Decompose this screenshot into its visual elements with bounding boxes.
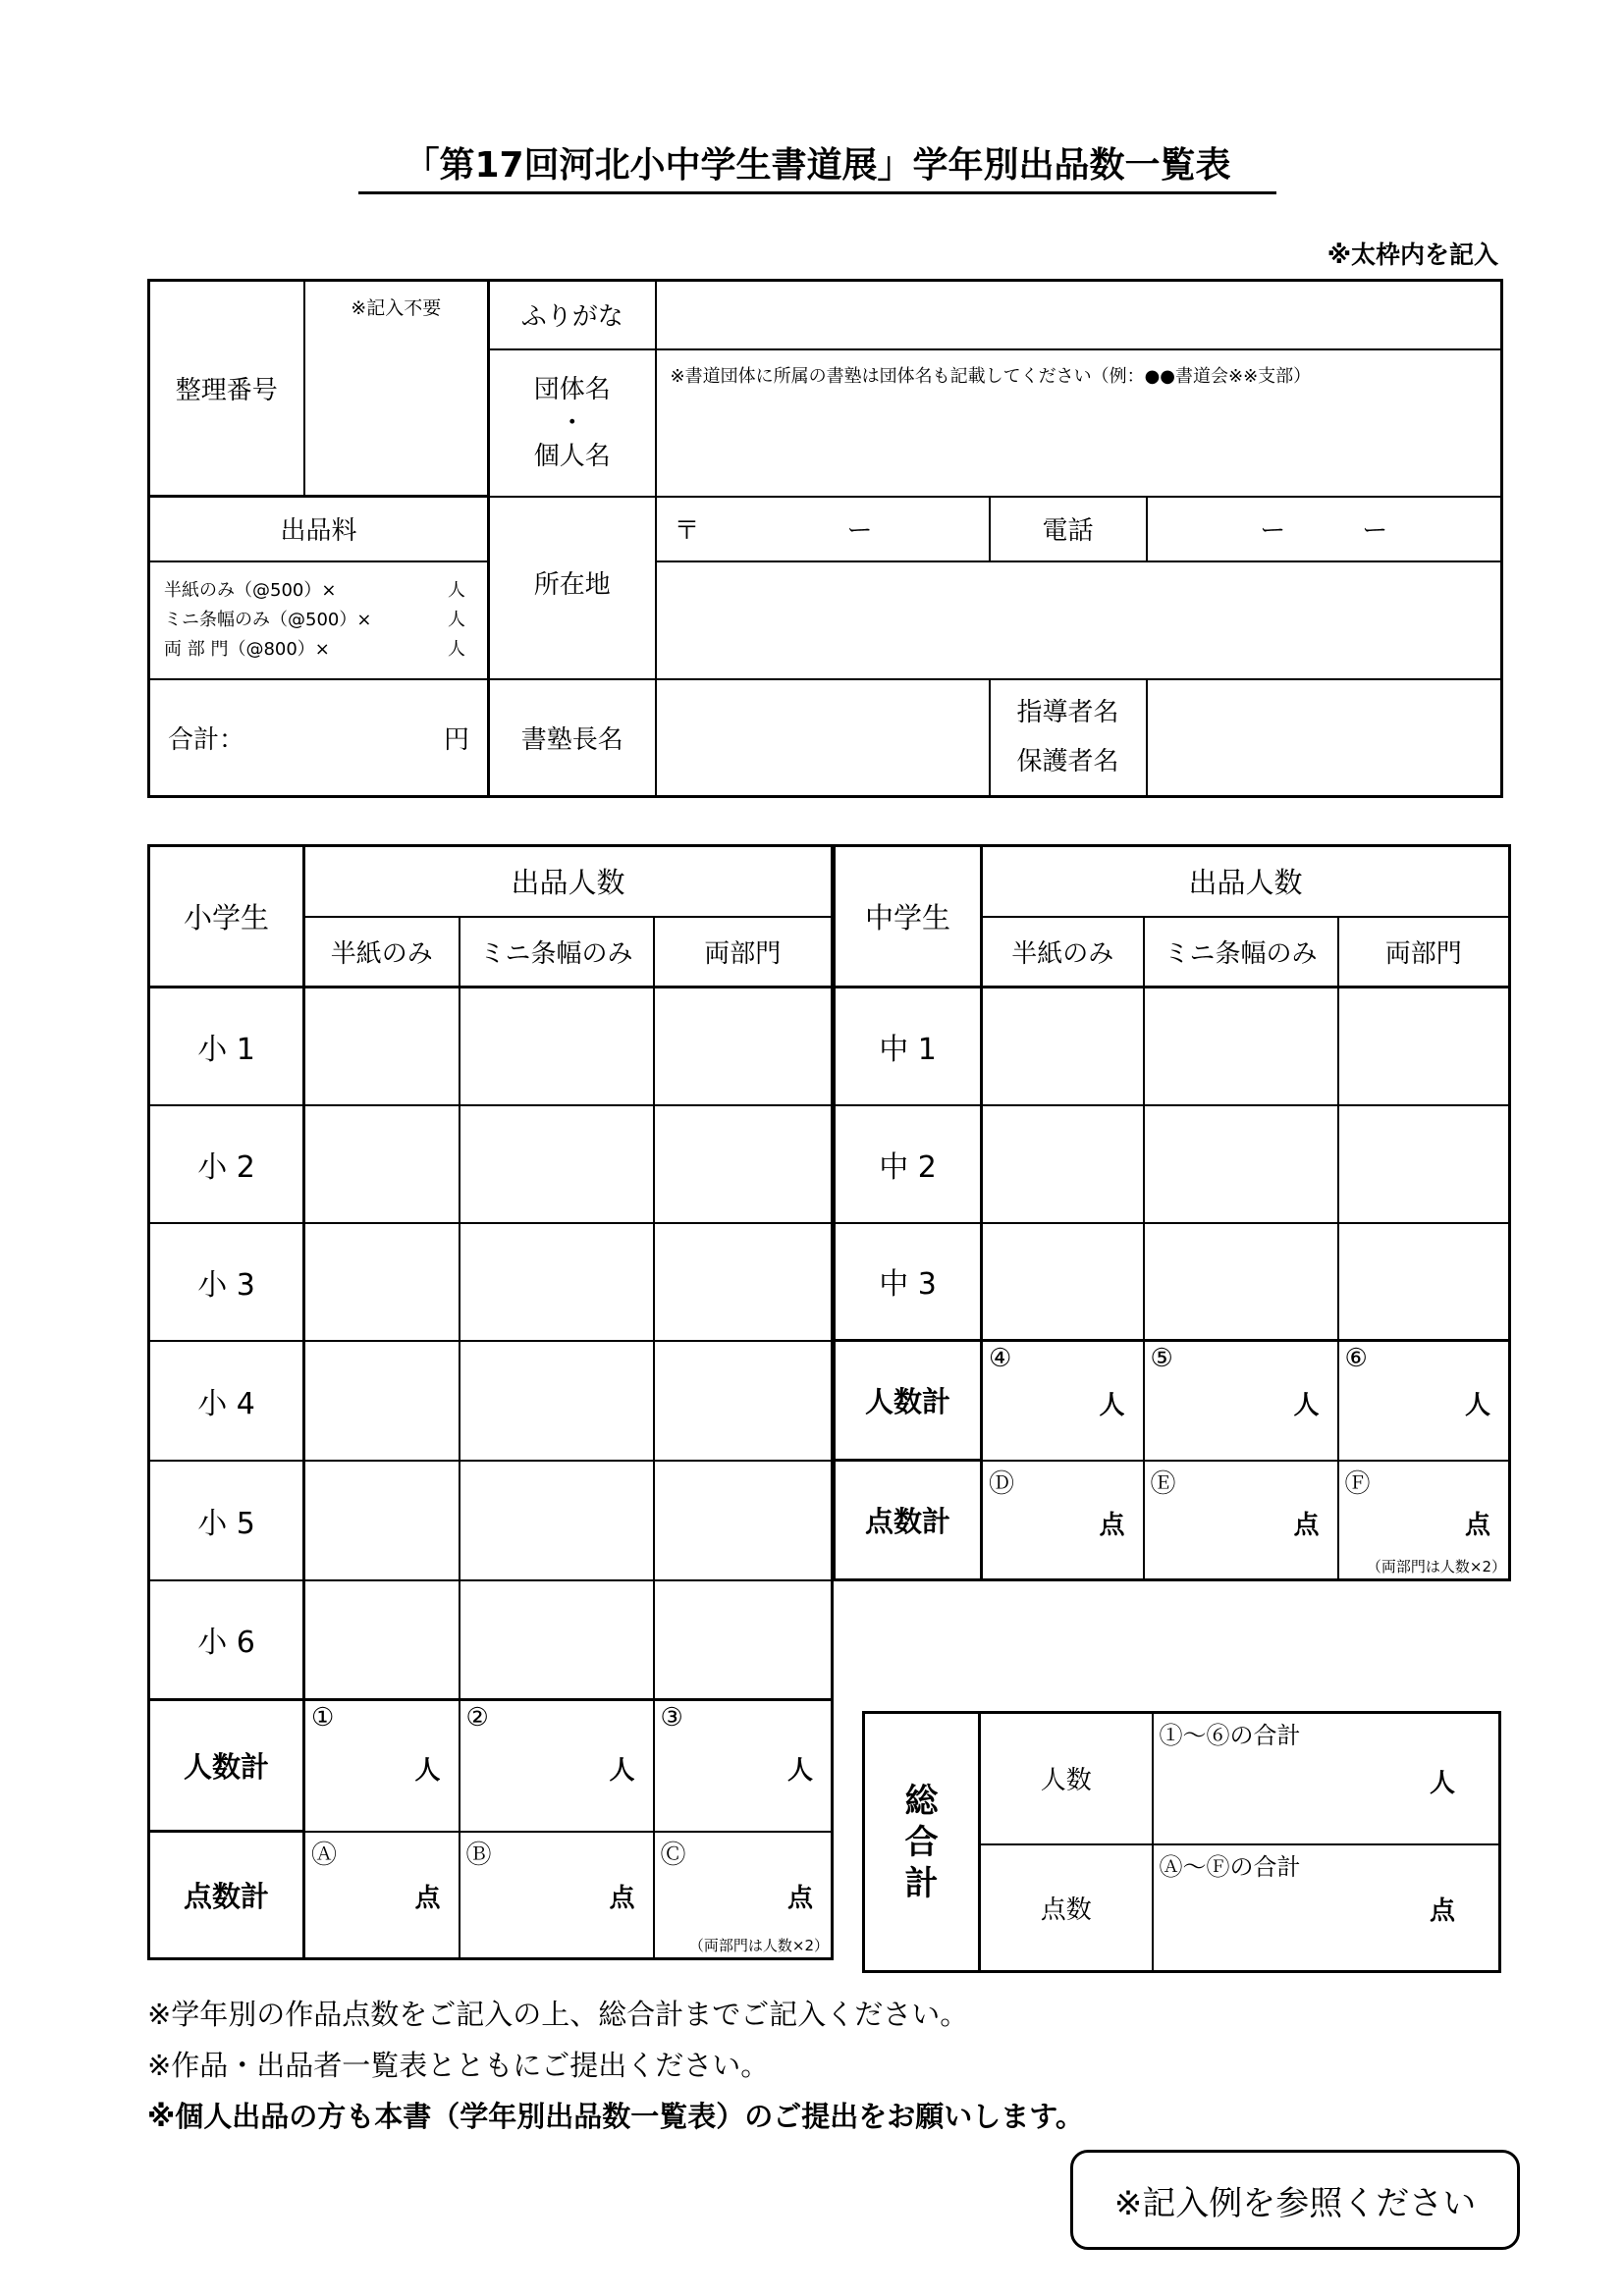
grand-count-label: 人数 xyxy=(980,1713,1153,1844)
phone-label: 電話 xyxy=(990,497,1147,561)
grade-j2: 中 2 xyxy=(835,1105,982,1223)
jr-col-mini: ミニ条幅のみ xyxy=(1144,917,1338,988)
elementary-table xyxy=(147,844,834,1960)
cell-e6-both[interactable] xyxy=(654,1580,833,1700)
grade-j1: 中 1 xyxy=(835,988,982,1105)
elementary-label: 小学生 xyxy=(149,846,304,988)
elem-count-both[interactable]: ③ 人 xyxy=(654,1700,833,1832)
jr-col-both: 両部門 xyxy=(1338,917,1510,988)
mark-5: ⑤ xyxy=(1150,1344,1173,1373)
grand-point-field[interactable]: Ⓐ～Ⓕの合計 点 xyxy=(1153,1844,1500,1972)
grand-count-field[interactable]: ①～⑥の合計 人 xyxy=(1153,1713,1500,1844)
grade-e6: 小 6 xyxy=(149,1580,304,1700)
cell-j3-hanshi[interactable] xyxy=(982,1223,1144,1341)
fee-line-hanshi: 半紙のみ（@500）× 人 xyxy=(164,579,465,601)
mark-3: ③ xyxy=(660,1703,683,1733)
junior-label: 中学生 xyxy=(835,846,982,988)
address-input[interactable] xyxy=(656,561,1502,679)
mark-1: ① xyxy=(311,1703,335,1733)
elem-count-label: 人数計 xyxy=(149,1700,304,1832)
furigana-label: ふりがな xyxy=(489,281,656,349)
mark-c: Ⓒ xyxy=(660,1840,686,1870)
cell-e2-mini[interactable] xyxy=(460,1105,654,1223)
mark-a: Ⓐ xyxy=(311,1840,338,1870)
elem-count-mini[interactable]: ② 人 xyxy=(460,1700,654,1832)
fee-lines xyxy=(149,561,489,679)
jr-col-hanshi: 半紙のみ xyxy=(982,917,1144,988)
grade-e4: 小 4 xyxy=(149,1341,304,1461)
postal-mark: 〒 xyxy=(674,516,700,546)
yen-unit: 円 xyxy=(443,724,469,755)
teacher-input[interactable] xyxy=(1147,679,1502,797)
postal-dash: ー xyxy=(846,516,873,546)
furigana-input[interactable] xyxy=(656,281,1502,349)
grade-e2: 小 2 xyxy=(149,1105,304,1223)
kinyu-fuyo-note: ※記入不要 xyxy=(351,297,442,319)
mark-2: ② xyxy=(465,1703,489,1733)
example-reference-button[interactable]: ※記入例を参照ください xyxy=(1070,2150,1520,2250)
mark-e: Ⓔ xyxy=(1150,1468,1176,1499)
cell-j3-mini[interactable] xyxy=(1144,1223,1338,1341)
jr-both-note: （両部門は人数×2） xyxy=(1366,1558,1506,1575)
cell-e1-hanshi[interactable] xyxy=(304,988,460,1105)
cell-e5-both[interactable] xyxy=(654,1461,833,1580)
grade-e1: 小 1 xyxy=(149,988,304,1105)
jr-count-mini[interactable]: ⑤ 人 xyxy=(1144,1341,1338,1461)
jr-count-label: 人数計 xyxy=(835,1341,982,1461)
fee-line-both: 両 部 門（@800）× 人 xyxy=(164,638,465,660)
fee-line-mini: ミニ条幅のみ（@500）× 人 xyxy=(164,609,465,630)
cell-e3-mini[interactable] xyxy=(460,1223,654,1341)
jr-point-mini[interactable]: Ⓔ 点 xyxy=(1144,1461,1338,1580)
dantai-note: ※書道団体に所属の書塾は団体名も記載してください（例：●●書道会※※支部） xyxy=(670,365,1312,387)
phone-field[interactable]: ー ー xyxy=(1147,497,1502,561)
guardian-label: 保護者名 xyxy=(1016,747,1119,777)
note-3: ※個人出品の方も本書（学年別出品数一覧表）のご提出をお願いします。 xyxy=(147,2100,1084,2133)
elem-point-both[interactable]: Ⓒ 点 （両部門は人数×2） xyxy=(654,1832,833,1959)
cell-e2-hanshi[interactable] xyxy=(304,1105,460,1223)
address-label: 所在地 xyxy=(489,497,656,679)
elem-col-mini: ミニ条幅のみ xyxy=(460,917,654,988)
head-label: 書塾長名 xyxy=(489,679,656,797)
mark-d: Ⓓ xyxy=(989,1468,1015,1499)
cell-j2-mini[interactable] xyxy=(1144,1105,1338,1223)
cell-e1-mini[interactable] xyxy=(460,988,654,1105)
cell-j1-hanshi[interactable] xyxy=(982,988,1144,1105)
elem-point-label: 点数計 xyxy=(149,1832,304,1959)
mark-6: ⑥ xyxy=(1344,1344,1368,1373)
seiri-bango-field xyxy=(304,281,489,497)
mark-b: Ⓑ xyxy=(465,1840,492,1870)
cell-e6-hanshi[interactable] xyxy=(304,1580,460,1700)
teacher-label: 指導者名 xyxy=(1016,698,1119,728)
grand-total-label: 総 合 計 xyxy=(864,1713,980,1972)
cell-e1-both[interactable] xyxy=(654,988,833,1105)
cell-j3-both[interactable] xyxy=(1338,1223,1510,1341)
jr-count-hanshi[interactable]: ④ 人 xyxy=(982,1341,1144,1461)
jr-count-both[interactable]: ⑥ 人 xyxy=(1338,1341,1510,1461)
seiri-bango-label: 整理番号 xyxy=(149,281,304,497)
cell-e4-both[interactable] xyxy=(654,1341,833,1461)
elem-both-note: （両部門は人数×2） xyxy=(688,1937,829,1954)
mark-f: Ⓕ xyxy=(1344,1468,1371,1499)
fee-total[interactable] xyxy=(149,679,489,797)
cell-e4-mini[interactable] xyxy=(460,1341,654,1461)
fee-label: 出品料 xyxy=(149,497,489,561)
jr-point-label: 点数計 xyxy=(835,1461,982,1580)
mark-4: ④ xyxy=(989,1344,1012,1373)
cell-e6-mini[interactable] xyxy=(460,1580,654,1700)
cell-j1-both[interactable] xyxy=(1338,988,1510,1105)
grand-total-table xyxy=(862,1711,1501,1973)
elementary-group-header: 出品人数 xyxy=(304,846,833,917)
jr-point-both[interactable]: Ⓕ 点 （両部門は人数×2） xyxy=(1338,1461,1510,1580)
jr-point-hanshi[interactable]: Ⓓ 点 xyxy=(982,1461,1144,1580)
cell-e3-both[interactable] xyxy=(654,1223,833,1341)
cell-e3-hanshi[interactable] xyxy=(304,1223,460,1341)
cell-e5-mini[interactable] xyxy=(460,1461,654,1580)
grand-point-label: 点数 xyxy=(980,1844,1153,1972)
dantai-input[interactable] xyxy=(656,349,1502,497)
elem-col-hanshi: 半紙のみ xyxy=(304,917,460,988)
cell-e2-both[interactable] xyxy=(654,1105,833,1223)
cell-j1-mini[interactable] xyxy=(1144,988,1338,1105)
grade-e3: 小 3 xyxy=(149,1223,304,1341)
dantai-label: 団体名 ・ 個人名 xyxy=(489,349,656,497)
junior-group-header: 出品人数 xyxy=(982,846,1510,917)
note-2: ※作品・出品者一覧表とともにご提出ください。 xyxy=(147,2049,770,2082)
head-input[interactable] xyxy=(656,679,990,797)
elem-point-mini[interactable]: Ⓑ 点 xyxy=(460,1832,654,1959)
cell-e4-hanshi[interactable] xyxy=(304,1341,460,1461)
junior-table xyxy=(833,844,1511,1581)
note-1: ※学年別の作品点数をご記入の上、総合計までご記入ください。 xyxy=(147,1998,969,2031)
total-label: 合計： xyxy=(168,724,245,755)
cell-j2-both[interactable] xyxy=(1338,1105,1510,1223)
cell-e5-hanshi[interactable] xyxy=(304,1461,460,1580)
applicant-info-table xyxy=(147,279,1503,798)
page-title: 「第17回河北小中学生書道展」学年別出品数一覧表 xyxy=(358,137,1276,194)
grand-count-sum: ①～⑥の合計 xyxy=(1159,1722,1301,1749)
fill-bold-frame-note: ※太枠内を記入 xyxy=(1326,240,1498,269)
cell-j2-hanshi[interactable] xyxy=(982,1105,1144,1223)
grand-point-sum: Ⓐ～Ⓕの合計 xyxy=(1159,1852,1301,1881)
grade-e5: 小 5 xyxy=(149,1461,304,1580)
elem-col-both: 両部門 xyxy=(654,917,833,988)
grade-j3: 中 3 xyxy=(835,1223,982,1341)
teacher-guardian-label xyxy=(990,679,1147,797)
postal-field[interactable] xyxy=(656,497,990,561)
elem-point-hanshi[interactable]: Ⓐ 点 xyxy=(304,1832,460,1959)
elem-count-hanshi[interactable]: ① 人 xyxy=(304,1700,460,1832)
